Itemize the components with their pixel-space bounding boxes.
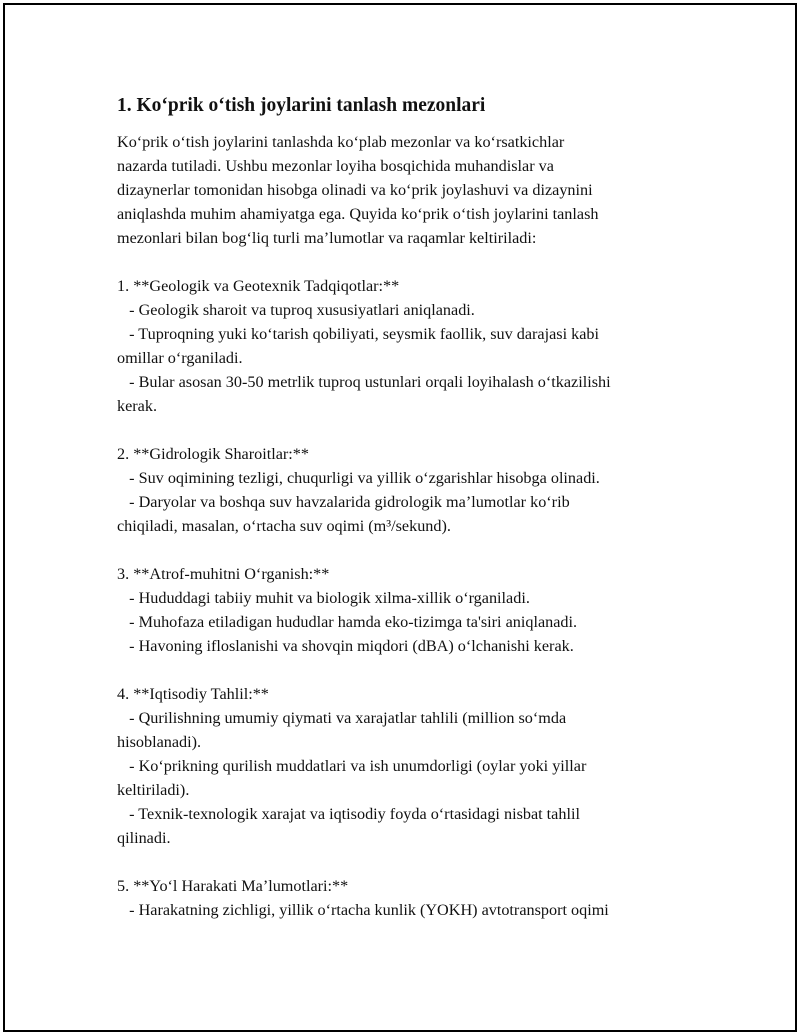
- intro-line: dizaynerlar tomonidan hisobga olinadi va ko‘prik joylashuvi va dizaynini: [117, 181, 593, 199]
- spacer: [117, 250, 687, 274]
- list-line: - Havoning ifloslanishi va shovqin miqdori (dBA) o‘lchanishi kerak.: [117, 637, 574, 655]
- intro-paragraph: [117, 130, 687, 250]
- list-section-title: 5. **Yo‘l Harakati Ma’lumotlari:**: [117, 877, 349, 895]
- intro-line: aniqlashda muhim ahamiyatga ega. Quyida ko‘prik o‘tish joylarini tanlash: [117, 205, 599, 223]
- spacer: [117, 538, 687, 562]
- list-line: - Tuproqning yuki ko‘tarish qobiliyati, seysmik faollik, suv darajasi kabi: [117, 325, 599, 343]
- list-line: - Harakatning zichligi, yillik o‘rtacha kunlik (YOKH) avtotransport oqimi: [117, 901, 609, 919]
- section-heading: 1. Ko‘prik o‘tish joylarini tanlash mezonlari: [117, 95, 486, 116]
- list-section-economics: [117, 682, 687, 850]
- list-line: kerak.: [117, 397, 157, 415]
- intro-line: Ko‘prik o‘tish joylarini tanlashda ko‘plab mezonlar va ko‘rsatkichlar: [117, 133, 565, 151]
- document-body: [117, 92, 687, 922]
- list-line: - Suv oqimining tezligi, chuqurligi va yillik o‘zgarishlar hisobga olinadi.: [117, 469, 600, 487]
- list-section-title: 1. **Geologik va Geotexnik Tadqiqotlar:**: [117, 277, 400, 295]
- list-line: - Ko‘prikning qurilish muddatlari va ish unumdorligi (oylar yoki yillar: [117, 757, 587, 775]
- list-section-title: 2. **Gidrologik Sharoitlar:**: [117, 445, 309, 463]
- list-line: keltiriladi).: [117, 781, 190, 799]
- list-line: omillar o‘rganiladi.: [117, 349, 243, 367]
- list-section-environment: [117, 562, 687, 658]
- list-section-title: 4. **Iqtisodiy Tahlil:**: [117, 685, 269, 703]
- list-section-title: 3. **Atrof-muhitni O‘rganish:**: [117, 565, 330, 583]
- list-line: qilinadi.: [117, 829, 171, 847]
- spacer: [117, 658, 687, 682]
- list-line: - Texnik-texnologik xarajat va iqtisodiy foyda o‘rtasidagi nisbat tahlil: [117, 805, 580, 823]
- intro-line: nazarda tutiladi. Ushbu mezonlar loyiha bosqichida muhandislar va: [117, 157, 554, 175]
- list-line: - Bular asosan 30-50 metrlik tuproq ustunlari orqali loyihalash o‘tkazilishi: [117, 373, 611, 391]
- list-line: chiqiladi, masalan, o‘rtacha suv oqimi (m³/sekund).: [117, 517, 451, 535]
- spacer: [117, 850, 687, 874]
- list-line: - Hududdagi tabiiy muhit va biologik xilma-xillik o‘rganiladi.: [117, 589, 530, 607]
- list-section-hydrology: [117, 442, 687, 538]
- list-line: - Geologik sharoit va tuproq xususiyatlari aniqlanadi.: [117, 301, 475, 319]
- intro-line: mezonlari bilan bog‘liq turli ma’lumotlar va raqamlar keltiriladi:: [117, 229, 537, 247]
- list-line: - Daryolar va boshqa suv havzalarida gidrologik ma’lumotlar ko‘rib: [117, 493, 570, 511]
- list-section-traffic: [117, 874, 687, 922]
- list-line: hisoblanadi).: [117, 733, 202, 751]
- list-line: - Muhofaza etiladigan hududlar hamda eko-tizimga ta'siri aniqlanadi.: [117, 613, 578, 631]
- spacer: [117, 418, 687, 442]
- list-line: - Qurilishning umumiy qiymati va xarajatlar tahlili (million so‘mda: [117, 709, 567, 727]
- list-section-geology: [117, 274, 687, 418]
